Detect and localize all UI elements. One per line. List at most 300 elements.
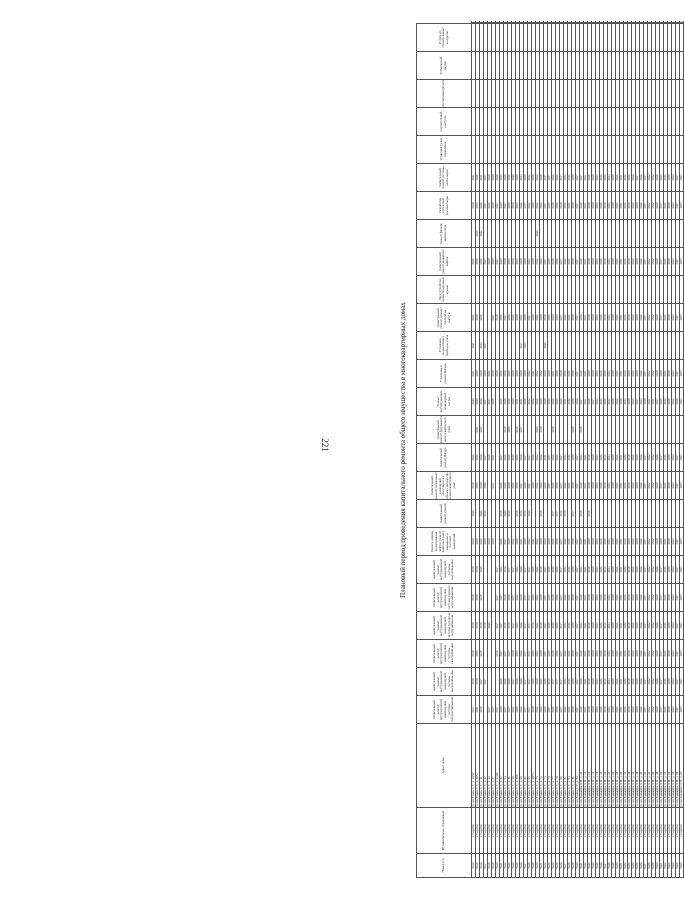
year-cell: 2029: [544, 388, 548, 416]
year-cell: 2023: [672, 528, 676, 556]
address-cell: ул. им Радищева А.Н., д. 36: [632, 724, 636, 808]
row-number-cell: 9446: [600, 854, 604, 878]
year-cell: 2020: [548, 528, 552, 556]
year-cell: 2032: [652, 612, 656, 640]
year-cell: 2033: [608, 472, 612, 500]
year-cell: 2028: [496, 164, 500, 192]
year-cell: 2028: [656, 304, 660, 332]
row-number-cell: 9420: [496, 854, 500, 878]
year-cell: 2031: [620, 528, 624, 556]
row-number-cell: 9417: [484, 854, 488, 878]
year-cell: 2036: [600, 164, 604, 192]
year-cell: 2027: [676, 192, 680, 220]
year-cell: 2031: [652, 388, 656, 416]
address-cell: ул. им Радищева А.Н., д. 18: [596, 724, 600, 808]
year-cell: 2017: [524, 612, 528, 640]
year-cell: 2018: [628, 668, 632, 696]
year-cell: 2032: [564, 696, 568, 724]
address-cell: ул. им Радищева А.Н., д. 16: [592, 724, 596, 808]
year-cell: 2026: [536, 388, 540, 416]
year-cell: 2019: [504, 612, 508, 640]
year-cell: 2035: [568, 640, 572, 668]
year-cell: [680, 80, 684, 108]
column-header: Капитальный ремонт внутридомовой инженерной системы электроснабжения: [417, 696, 472, 724]
year-cell: 2017: [492, 696, 496, 724]
year-cell: 2028: [508, 528, 512, 556]
year-cell: 2027: [484, 192, 488, 220]
year-cell: 2035: [568, 668, 572, 696]
year-cell: 2019: [588, 696, 592, 724]
year-cell: 2018: [476, 612, 480, 640]
year-cell: 2017: [660, 584, 664, 612]
address-cell: ул. им Радищева А.Н., д. 30: [620, 724, 624, 808]
year-cell: 2029: [508, 444, 512, 472]
year-cell: 2022: [648, 444, 652, 472]
address-cell: ул. им Радищева А.Н., д. 12: [584, 724, 588, 808]
year-cell: 2017: [496, 556, 500, 584]
year-cell: 2028: [592, 444, 596, 472]
row-number-cell: 9463: [668, 854, 672, 878]
year-cell: 2036: [600, 696, 604, 724]
year-cell: 2025: [632, 388, 636, 416]
year-cell: 2026: [576, 388, 580, 416]
year-cell: 2030: [668, 360, 672, 388]
municipality-cell: г. Саратов: [648, 808, 652, 854]
year-cell: 2024: [488, 360, 492, 388]
year-cell: [680, 220, 684, 248]
year-cell: 2032: [564, 360, 568, 388]
year-cell: 2020: [544, 528, 548, 556]
year-cell: 2041: [472, 332, 476, 360]
year-cell: 2035: [568, 248, 572, 276]
year-cell: 2022: [672, 388, 676, 416]
column-header: Переустройство невентилируемой крыши: [417, 276, 472, 304]
year-cell: 2020: [536, 416, 540, 444]
year-cell: 2017: [572, 500, 576, 528]
row-number-cell: 9454: [632, 854, 636, 878]
column-header: Ремонт фасада, замена окон: [417, 220, 472, 248]
year-cell: 2020: [636, 696, 640, 724]
year-cell: 2027: [544, 248, 548, 276]
year-cell: 2035: [568, 192, 572, 220]
year-cell: 2016: [548, 668, 552, 696]
year-cell: 2032: [652, 192, 656, 220]
municipality-cell: г. Саратов: [636, 808, 640, 854]
year-cell: 2032: [512, 696, 516, 724]
year-cell: 2020: [492, 528, 496, 556]
year-cell: 2020: [552, 304, 556, 332]
year-cell: 2028: [656, 556, 660, 584]
year-cell: 2035: [548, 556, 552, 584]
row-number-cell: 9428: [528, 854, 532, 878]
year-cell: 2030: [668, 304, 672, 332]
year-cell: 2027: [484, 444, 488, 472]
year-cell: 2035: [568, 696, 572, 724]
year-cell: 2016: [604, 304, 608, 332]
table-header: [417, 23, 472, 878]
year-cell: 2017: [660, 304, 664, 332]
year-cell: [680, 276, 684, 304]
year-cell: 2031: [620, 584, 624, 612]
year-cell: 2034: [624, 248, 628, 276]
municipality-cell: г. Саратов: [644, 808, 648, 854]
year-cell: 2028: [656, 696, 660, 724]
year-cell: 2017: [508, 556, 512, 584]
year-cell: 2022: [648, 640, 652, 668]
year-cell: 2018: [540, 416, 544, 444]
year-cell: 2027: [500, 612, 504, 640]
year-cell: 2018: [628, 584, 632, 612]
row-number-cell: 9426: [520, 854, 524, 878]
year-cell: 2017: [528, 612, 532, 640]
year-cell: 2026: [512, 248, 516, 276]
municipality-cell: г. Саратов: [484, 808, 488, 854]
year-cell: 2030: [668, 444, 672, 472]
year-cell: 2020: [604, 528, 608, 556]
year-cell: 2019: [588, 556, 592, 584]
address-cell: ул. им Разина С.Т., д. 58А: [516, 724, 520, 808]
year-cell: 2026: [556, 556, 560, 584]
year-cell: 2031: [620, 360, 624, 388]
year-cell: 2035: [664, 192, 668, 220]
year-cell: 2025: [508, 360, 512, 388]
year-cell: 2017: [660, 192, 664, 220]
address-cell: ул. им Радищева А.Н., д. 24: [608, 724, 612, 808]
year-cell: 2022: [648, 164, 652, 192]
year-cell: 2016: [604, 668, 608, 696]
year-cell: 2016: [588, 500, 592, 528]
year-cell: 2024: [640, 612, 644, 640]
year-cell: 2035: [568, 528, 572, 556]
year-cell: 2026: [632, 360, 636, 388]
row-number-cell: 9418: [488, 854, 492, 878]
header-row: [417, 23, 472, 878]
row-number-cell: 9436: [560, 854, 564, 878]
year-cell: 2027: [544, 192, 548, 220]
column-header: Капитальный ремонт внутридомовой инженерной системы холодного водоснабжения: [417, 612, 472, 640]
year-cell: 2032: [652, 668, 656, 696]
year-cell: 2030: [668, 164, 672, 192]
year-cell: 2021: [520, 528, 524, 556]
municipality-cell: г. Саратов: [640, 808, 644, 854]
year-cell: 2026: [516, 444, 520, 472]
year-cell: 2021: [584, 612, 588, 640]
year-cell: 2025: [588, 164, 592, 192]
year-cell: 2035: [548, 612, 552, 640]
column-header: Муниципальное образование: [417, 808, 472, 854]
year-cell: [680, 108, 684, 136]
year-cell: 2034: [624, 556, 628, 584]
year-cell: 2027: [544, 584, 548, 612]
year-cell: 2035: [600, 388, 604, 416]
municipality-cell: г. Саратов: [656, 808, 660, 854]
year-cell: 2027: [676, 556, 680, 584]
year-cell: 2024: [520, 612, 524, 640]
year-cell: 2030: [668, 584, 672, 612]
year-cell: 2028: [512, 360, 516, 388]
year-cell: 2017: [524, 556, 528, 584]
municipality-cell: г. Саратов: [616, 808, 620, 854]
year-cell: 2031: [620, 612, 624, 640]
address-cell: ул. им Разина С.Т., д. 68/72: [532, 724, 536, 808]
year-cell: 2029: [612, 192, 616, 220]
year-cell: 2026: [512, 472, 516, 500]
address-cell: ул. им Разина С.Т., д. 75: [548, 724, 552, 808]
year-cell: 2027: [676, 164, 680, 192]
year-cell: 2027: [636, 388, 640, 416]
year-cell: 2031: [620, 192, 624, 220]
year-cell: 2027: [576, 696, 580, 724]
year-cell: 2022: [536, 556, 540, 584]
row-number-cell: 9423: [508, 854, 512, 878]
year-cell: 2016: [532, 612, 536, 640]
municipality-cell: г. Саратов: [580, 808, 584, 854]
year-cell: 2022: [536, 248, 540, 276]
address-cell: ул. им Радищева А.Н., д. 28: [616, 724, 620, 808]
municipality-cell: г. Саратов: [660, 808, 664, 854]
year-cell: 2029: [612, 304, 616, 332]
year-cell: 2033: [680, 360, 684, 388]
year-cell: 2027: [528, 472, 532, 500]
year-cell: 2030: [544, 304, 548, 332]
year-cell: 2028: [592, 164, 596, 192]
year-cell: 2027: [676, 472, 680, 500]
year-cell: 2022: [648, 472, 652, 500]
year-cell: 2017: [520, 332, 524, 360]
year-cell: 2028: [656, 164, 660, 192]
year-cell: 2016: [528, 500, 532, 528]
municipality-cell: г. Саратов: [556, 808, 560, 854]
municipality-cell: г. Саратов: [548, 808, 552, 854]
year-cell: 2033: [680, 668, 684, 696]
year-cell: 2035: [664, 472, 668, 500]
year-cell: 2027: [496, 192, 500, 220]
year-cell: 2019: [516, 416, 520, 444]
column-header: Капитальный ремонт системы вентиляции: [417, 164, 472, 192]
year-cell: 2017: [560, 248, 564, 276]
year-cell: 2024: [640, 304, 644, 332]
row-number-cell: 9419: [492, 854, 496, 878]
year-cell: 2028: [592, 248, 596, 276]
column-header: Разработка проектной документации: [417, 192, 472, 220]
year-cell: 2028: [656, 472, 660, 500]
row-number-cell: 9453: [628, 854, 632, 878]
year-cell: 2033: [608, 164, 612, 192]
address-cell: ул. им Разина С.Т., д. 82: [564, 724, 568, 808]
year-cell: 2034: [624, 612, 628, 640]
year-cell: 2030: [668, 192, 672, 220]
year-cell: 2033: [608, 444, 612, 472]
year-cell: 2023: [596, 444, 600, 472]
year-cell: 2031: [564, 388, 568, 416]
year-cell: 2021: [584, 360, 588, 388]
year-cell: 2025: [616, 528, 620, 556]
year-cell: 2023: [524, 332, 528, 360]
year-cell: 2036: [476, 164, 480, 192]
year-cell: 2025: [540, 668, 544, 696]
year-cell: 2017: [528, 584, 532, 612]
year-cell: 2027: [560, 444, 564, 472]
year-cell: 2028: [508, 472, 512, 500]
year-cell: 2024: [500, 304, 504, 332]
year-cell: 2020: [636, 668, 640, 696]
year-cell: 2037: [644, 528, 648, 556]
year-cell: 2017: [512, 556, 516, 584]
year-cell: 2032: [652, 304, 656, 332]
year-cell: 2032: [528, 164, 532, 192]
year-cell: 2025: [616, 696, 620, 724]
year-cell: 2026: [532, 164, 536, 192]
year-cell: 2036: [600, 304, 604, 332]
year-cell: 2027: [576, 556, 580, 584]
year-cell: 2033: [680, 584, 684, 612]
year-cell: 2023: [672, 192, 676, 220]
year-cell: 2020: [636, 360, 640, 388]
year-cell: 2020: [516, 668, 520, 696]
year-cell: 2017: [496, 612, 500, 640]
year-cell: 2027: [676, 668, 680, 696]
year-cell: 2017: [512, 584, 516, 612]
year-cell: 2032: [652, 444, 656, 472]
year-cell: 2027: [576, 584, 580, 612]
year-cell: 2027: [524, 444, 528, 472]
address-cell: ул. им Разина С.Т., д. 39А: [476, 724, 480, 808]
year-cell: 2026: [556, 640, 560, 668]
year-cell: 2017: [560, 612, 564, 640]
address-cell: ул. им Разина С.Т., д. 84: [568, 724, 572, 808]
year-cell: 2031: [480, 164, 484, 192]
year-cell: 2021: [584, 528, 588, 556]
column-header: Технический надзор: [417, 52, 472, 80]
year-cell: 2030: [668, 248, 672, 276]
address-cell: ул. им Разина С.Т., д. 47: [492, 724, 496, 808]
year-cell: 2018: [476, 584, 480, 612]
year-cell: 2019: [540, 556, 544, 584]
year-cell: 2036: [476, 444, 480, 472]
year-cell: 2026: [552, 472, 556, 500]
year-cell: 2027: [636, 164, 640, 192]
year-cell: 2026: [628, 388, 632, 416]
year-cell: 2026: [504, 668, 508, 696]
year-cell: 2027: [592, 388, 596, 416]
year-cell: 2016: [604, 640, 608, 668]
year-cell: 2029: [492, 388, 496, 416]
year-cell: 2030: [572, 304, 576, 332]
year-cell: 2030: [476, 304, 480, 332]
year-cell: 2016: [504, 584, 508, 612]
year-cell: 2016: [604, 248, 608, 276]
year-cell: 2017: [504, 640, 508, 668]
year-cell: 2033: [608, 640, 612, 668]
year-cell: 2020: [636, 528, 640, 556]
year-cell: 2035: [664, 556, 668, 584]
year-cell: 2027: [544, 640, 548, 668]
year-cell: 2028: [532, 696, 536, 724]
year-cell: 2025: [660, 164, 664, 192]
address-cell: ул. им Разина С.Т., д. 78: [556, 724, 560, 808]
year-cell: 2026: [632, 696, 636, 724]
year-cell: 2033: [480, 332, 484, 360]
address-cell: ул. им Радищева А.Н., д. 22: [604, 724, 608, 808]
year-cell: 2028: [656, 640, 660, 668]
address-cell: ул. им Радищева А.Н., д. 46: [652, 724, 656, 808]
year-cell: 2016: [500, 500, 504, 528]
year-cell: 2026: [628, 164, 632, 192]
year-cell: 2033: [680, 248, 684, 276]
year-cell: 2020: [544, 360, 548, 388]
year-cell: 2020: [536, 668, 540, 696]
column-header: Капитальный ремонт внутридомовой инженерной системы газоснабжения: [417, 640, 472, 668]
year-cell: 2024: [640, 556, 644, 584]
year-cell: 2017: [660, 640, 664, 668]
year-cell: 2021: [584, 248, 588, 276]
year-cell: 2020: [580, 528, 584, 556]
year-cell: 2028: [656, 192, 660, 220]
year-cell: 2026: [512, 304, 516, 332]
year-cell: 2031: [620, 472, 624, 500]
year-cell: 2018: [472, 668, 476, 696]
year-cell: 2028: [504, 388, 508, 416]
year-cell: 2037: [644, 612, 648, 640]
year-cell: 2027: [500, 444, 504, 472]
year-cell: 2017: [528, 640, 532, 668]
year-cell: 2026: [632, 164, 636, 192]
year-cell: 2025: [616, 192, 620, 220]
year-cell: 2034: [624, 304, 628, 332]
year-cell: 2027: [676, 640, 680, 668]
year-cell: 2030: [668, 696, 672, 724]
year-cell: 2029: [612, 360, 616, 388]
year-cell: 2019: [588, 640, 592, 668]
year-cell: 2023: [596, 472, 600, 500]
address-cell: ул. им Разина С.Т., д. 38/40: [472, 724, 476, 808]
year-cell: 2030: [544, 696, 548, 724]
year-cell: 2020: [636, 584, 640, 612]
year-cell: 2033: [680, 640, 684, 668]
year-cell: 2018: [472, 640, 476, 668]
year-cell: 2032: [480, 220, 484, 248]
year-cell: 2029: [668, 388, 672, 416]
address-cell: ул. им Радищева А.Н., д. 26: [612, 724, 616, 808]
year-cell: 2027: [484, 164, 488, 192]
year-cell: 2020: [660, 528, 664, 556]
year-cell: 2020: [520, 668, 524, 696]
municipality-cell: г. Саратов: [584, 808, 588, 854]
year-cell: 2022: [596, 388, 600, 416]
year-cell: 2024: [540, 472, 544, 500]
year-cell: 2025: [616, 444, 620, 472]
year-cell: 2022: [580, 472, 584, 500]
year-cell: 2021: [584, 192, 588, 220]
year-cell: 2027: [576, 472, 580, 500]
year-cell: 2018: [628, 556, 632, 584]
municipality-cell: г. Саратов: [532, 808, 536, 854]
year-cell: [680, 24, 684, 52]
year-cell: 2032: [500, 360, 504, 388]
year-cell: 2016: [604, 444, 608, 472]
year-cell: [680, 416, 684, 444]
year-cell: 2020: [636, 444, 640, 472]
row-number-cell: 9445: [596, 854, 600, 878]
year-cell: 2026: [472, 304, 476, 332]
year-cell: 2017: [560, 164, 564, 192]
year-cell: 2022: [520, 696, 524, 724]
year-cell: 2037: [644, 556, 648, 584]
year-cell: 2035: [548, 248, 552, 276]
year-cell: 2023: [596, 248, 600, 276]
year-cell: 2029: [492, 248, 496, 276]
year-cell: 2017: [524, 668, 528, 696]
